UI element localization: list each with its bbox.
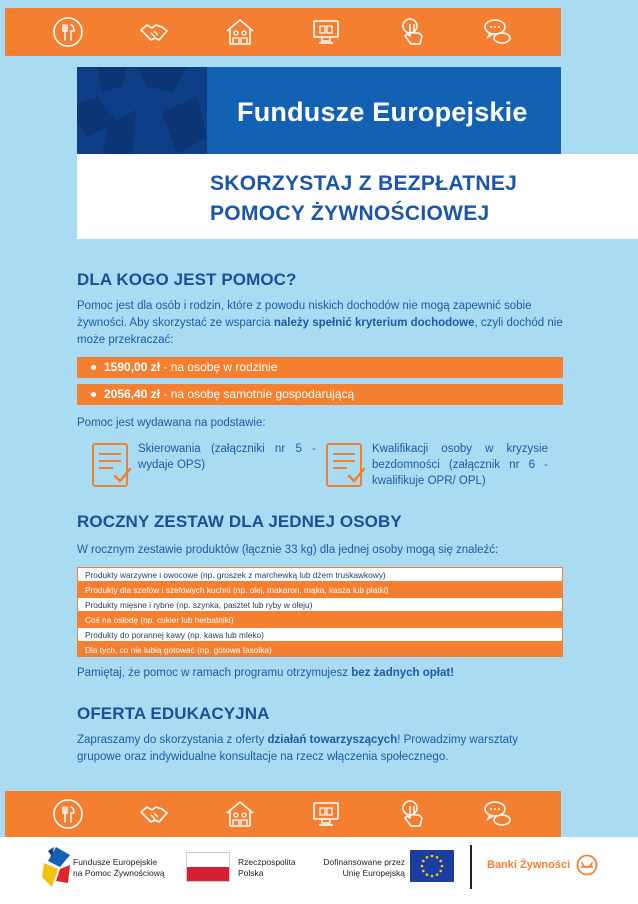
food-banks-logo-text: Banki Żywności [487,859,571,871]
bottom-icon-band [5,791,561,837]
speech-bubbles-icon [481,15,515,49]
set-section-title: ROCZNY ZESTAW DLA JEDNEJ OSOBY [77,512,402,531]
fe-logo-text [73,857,165,879]
free-of-charge-note: Pamiętaj, że pomoc w ramach programu otrzymujesz bez żadnych opłat! [77,667,455,679]
polish-flag-icon [186,852,230,882]
basis-intro: Pomoc jest wydawana na podstawie: [77,417,266,429]
main-title-line1: SKORZYSTAJ Z BEZPŁATNEJ [210,172,518,195]
referral-document-icon [91,442,133,490]
main-title [210,169,517,229]
brand-header [77,67,561,154]
footer-logos [0,837,638,904]
eu-line2: Unię Europejską [342,868,405,878]
brand-title: Fundusze Europejskie [237,97,528,127]
rp-logo-text [238,857,296,879]
income-limit-family: 1590,00 zł - na osobę w rodzinie [77,357,563,378]
handshake-icon [137,15,171,49]
book-computer-icon [309,797,343,831]
handshake-icon [137,797,171,831]
basis-referral: Skierowania (załączniki nr 5 - wydaje OPS) [138,443,316,471]
eu-cofinance-text [317,857,405,879]
list-item: Coś na osłodę (np. cukier lub herbatniki) [77,612,563,627]
list-item: Dla tych, co nie lubią gotować (np. gotowa fasolka) [77,642,563,657]
who-section-title: DLA KOGO JEST POMOC? [77,270,297,289]
list-item: Produkty mięsne i rybne (np. szynka, pasztet lub ryby w oleju) [77,597,563,612]
fe-logo-icon [42,847,70,887]
footer-divider [470,845,472,889]
rp-logo-line2: Polska [238,868,264,878]
qualification-document-icon [325,442,367,490]
who-description: Pomoc jest dla osób i rodzin, które z powodu niskich dochodów nie mogą zapewnić sobie żywności. Aby skorzystać ze wsparcia należy spełnić kryterium dochodowe, czyli dochód nie może przekraczać: [77,300,563,346]
family-house-icon [223,15,257,49]
main-title-box [77,154,638,239]
list-item: Produkty dla szefów i szefowych kuchni (np. olej, makaron, mąka, kasza lub płatki) [77,582,563,597]
list-item: Produkty do porannej kawy (np. kawa lub mleko) [77,627,563,642]
eu-stars-graphic [77,67,207,154]
basis-qualification: Kwalifikacji osoby w kryzysie bezdomności (załącznik nr 6 - kwalifikuje OPR/ OPL) [372,443,548,487]
eu-line1: Dofinansowane przez [323,857,405,867]
edu-description: Zapraszamy do skorzystania z oferty działań towarzyszących! Prowadzimy warsztaty grupowe oraz indywidualne konsultacje na rzecz włączenia społecznego. [77,734,518,763]
family-house-icon [223,797,257,831]
rp-logo-line1: Rzeczpospolita [238,857,296,867]
income-limit-single: 2056,40 zł - na osobę samotnie gospodarującą [77,384,563,405]
main-title-line2: POMOCY ŻYWNOŚCIOWEJ [210,202,490,225]
book-computer-icon [309,15,343,49]
food-banks-logo-icon [576,854,598,876]
set-intro: W rocznym zestawie produktów (łącznie 33 kg) dla jednej osoby mogą się znaleźć: [77,544,499,556]
cutlery-icon [51,15,85,49]
speech-bubbles-icon [481,797,515,831]
edu-section-title: OFERTA EDUKACYJNA [77,704,270,723]
top-icon-band [5,8,561,56]
touch-hand-icon [395,15,429,49]
fe-logo-line1: Fundusze Europejskie [73,857,158,867]
touch-hand-icon [395,797,429,831]
cutlery-icon [51,797,85,831]
list-item: Produkty warzywne i owocowe (np. groszek z marchewką lub dżem truskawkowy) [77,567,563,582]
fe-logo-line2: na Pomoc Żywnościową [73,868,165,878]
eu-flag-icon [410,850,454,882]
